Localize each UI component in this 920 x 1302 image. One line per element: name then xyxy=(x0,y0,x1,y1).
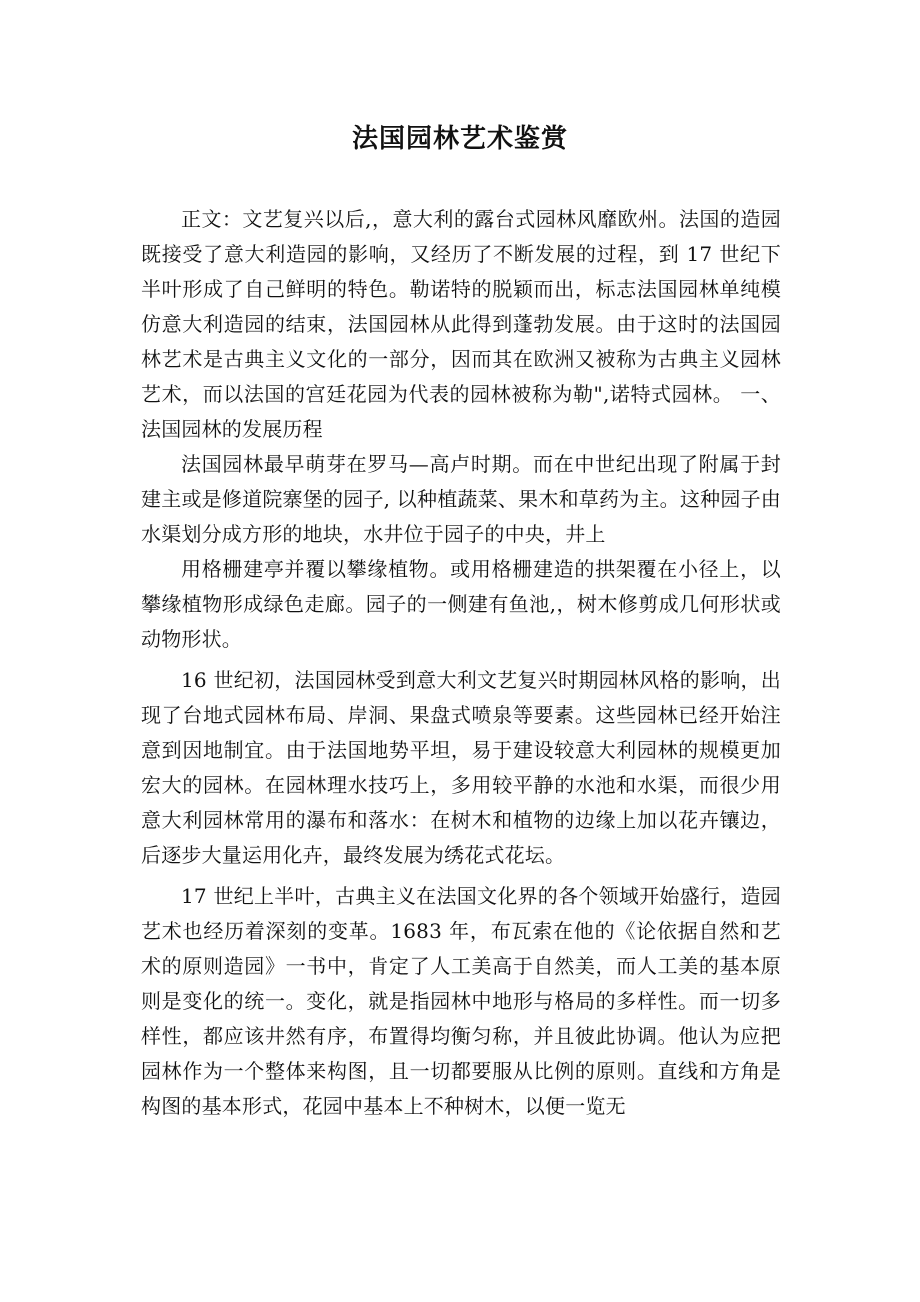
paragraph-trellis: 用格栅建亭并覆以攀缘植物。或用格栅建造的拱架覆在小径上，以攀缘植物形成绿色走廊。园子的一侧建有鱼池,，树木修剪成几何形状或动物形状。 xyxy=(141,557,781,651)
document-title: 法国园林艺术鉴赏 xyxy=(351,124,568,154)
paragraph-origins: 法国园林最早萌芽在罗马—高卢时期。而在中世纪出现了附属于封建主或是修道院寨堡的园子, 以种植蔬菜、果木和草药为主。这种园子由水渠划分成方形的地块，水井位于园子的中央，井上 xyxy=(141,452,781,546)
paragraph-intro: 正文：文艺复兴以后,，意大利的露台式园林风靡欧州。法国的造园既接受了意大利造园的影响，又经历了不断发展的过程，到 17 世纪下半叶形成了自己鲜明的特色。勒诺特的脱颖而出，标志法国园林单纯模仿意大利造园的结束，法国园林从此得到蓬勃发展。由于这时的法国园林艺术是古典主义文化的一部分，因而其在欧洲又被称为古典主义园林艺术，而以法国的宫廷花园为代表的园林被称为勒",诺特式园林。 一、法国园林的发展历程 xyxy=(141,207,781,441)
paragraph-17th-century: 17 世纪上半叶，古典主义在法国文化界的各个领域开始盛行，造园艺术也经历着深刻的变革。1683 年，布瓦索在他的《论依据自然和艺术的原则造园》一书中，肯定了人工美高于自然美，而人工美的基本原则是变化的统一。变化，就是指园林中地形与格局的多样性。而一切多样性，都应该井然有序，布置得均衡匀称，并且彼此协调。他认为应把园林作为一个整体来构图，且一切都要服从比例的原则。直线和方角是构图的基本形式，花园中基本上不种树木，以便一览无 xyxy=(141,884,781,1118)
paragraph-16th-century: 16 世纪初，法国园林受到意大利文艺复兴时期园林风格的影响，出现了台地式园林布局、岸洞、果盘式喷泉等要素。这些园林已经开始注意到因地制宜。由于法国地势平坦，易于建设较意大利园林的规模更加宏大的园林。在园林理水技巧上，多用较平静的水池和水渠，而很少用意大利园林常用的瀑布和落水：在树木和植物的边缘上加以花卉镶边，后逐步大量运用化卉，最终发展为绣花式花坛。 xyxy=(141,668,781,867)
document-body xyxy=(141,202,781,1130)
